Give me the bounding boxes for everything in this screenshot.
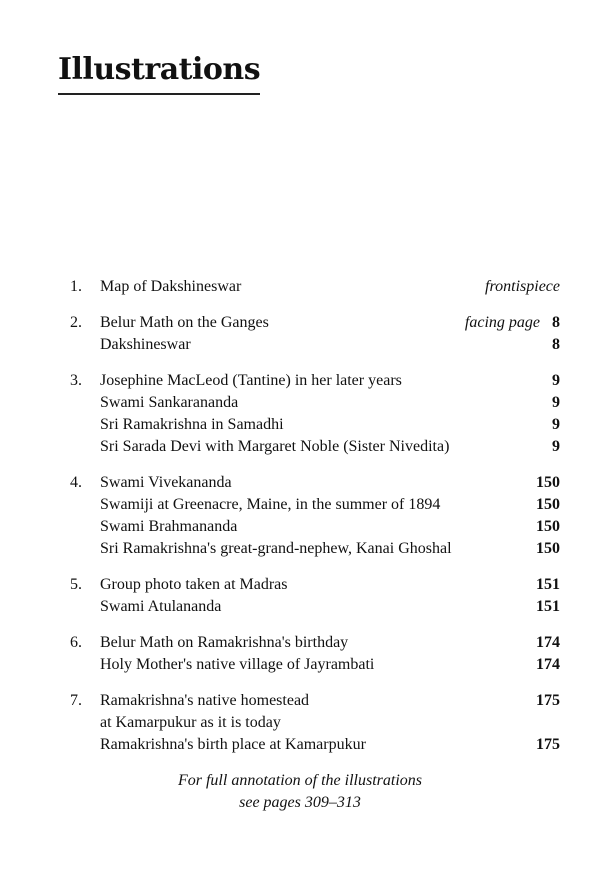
illustration-entry xyxy=(70,690,560,712)
entry-page-number: 150 xyxy=(536,496,560,513)
illustration-group xyxy=(70,632,560,676)
annotation-note-line-2: see pages 309–313 xyxy=(239,794,361,811)
entry-page-number: 151 xyxy=(536,576,560,593)
illustration-entry xyxy=(70,574,560,596)
entry-title: Sri Ramakrishna's great-grand-nephew, Kanai Ghoshal xyxy=(100,540,452,557)
entry-page-number: 174 xyxy=(536,634,560,651)
entry-title: Sri Sarada Devi with Margaret Noble (Sister Nivedita) xyxy=(100,438,450,455)
page-title: Illustrations xyxy=(58,52,260,95)
entry-page-number: 151 xyxy=(536,598,560,615)
illustration-group xyxy=(70,690,560,756)
illustration-entry xyxy=(70,538,560,560)
entry-page-number: 150 xyxy=(536,474,560,491)
illustration-entry xyxy=(70,436,560,458)
entry-page-number: 175 xyxy=(536,736,560,753)
entry-number: 1. xyxy=(70,278,82,295)
illustration-group xyxy=(70,472,560,560)
annotation-note-line-1: For full annotation of the illustrations xyxy=(177,772,422,789)
illustration-group xyxy=(70,370,560,458)
illustration-entry xyxy=(70,276,560,298)
entry-title: at Kamarpukur as it is today xyxy=(100,714,281,731)
illustration-entry xyxy=(70,516,560,538)
illustrations-list xyxy=(70,276,560,770)
entry-title: Ramakrishna's native homestead xyxy=(100,692,310,709)
entry-title: Dakshineswar xyxy=(100,336,191,353)
entry-title: Holy Mother's native village of Jayrambati xyxy=(100,656,375,673)
entry-page-number: 174 xyxy=(536,656,560,673)
entry-title: Group photo taken at Madras xyxy=(100,576,288,593)
entry-page-number: 9 xyxy=(552,416,560,433)
entry-title: Swami Sankarananda xyxy=(100,394,239,411)
illustration-entry xyxy=(70,712,560,734)
illustration-entry xyxy=(70,334,560,356)
entry-number: 4. xyxy=(70,474,82,491)
entry-title: Swami Brahmananda xyxy=(100,518,238,535)
illustration-entry xyxy=(70,312,560,334)
illustration-entry xyxy=(70,472,560,494)
entry-page-number: 8 xyxy=(552,336,560,353)
entry-page-number: 9 xyxy=(552,394,560,411)
entry-page-number: 150 xyxy=(536,540,560,557)
entry-page-number: 8 xyxy=(552,314,560,331)
entry-title: Swami Vivekananda xyxy=(100,474,232,491)
entry-title: Belur Math on Ramakrishna's birthday xyxy=(100,634,349,651)
entry-title: Swamiji at Greenacre, Maine, in the summer of 1894 xyxy=(100,496,441,513)
entry-page-number: 150 xyxy=(536,518,560,535)
illustration-group xyxy=(70,276,560,298)
illustration-entry xyxy=(70,734,560,756)
entry-number: 7. xyxy=(70,692,82,709)
entry-title: Sri Ramakrishna in Samadhi xyxy=(100,416,284,433)
entry-number: 3. xyxy=(70,372,82,389)
entry-title: Belur Math on the Ganges xyxy=(100,314,269,331)
entry-title: Josephine MacLeod (Tantine) in her later years xyxy=(100,372,402,389)
entry-page-number: 9 xyxy=(552,438,560,455)
entry-title: Map of Dakshineswar xyxy=(100,278,242,295)
illustration-group xyxy=(70,574,560,618)
entry-number: 2. xyxy=(70,314,82,331)
entry-number: 6. xyxy=(70,634,82,651)
entry-page-number: frontispiece xyxy=(485,278,560,295)
illustration-entry xyxy=(70,632,560,654)
illustration-group xyxy=(70,312,560,356)
annotation-note xyxy=(0,770,600,814)
illustration-entry xyxy=(70,392,560,414)
entry-title: Ramakrishna's birth place at Kamarpukur xyxy=(100,736,366,753)
illustration-entry xyxy=(70,370,560,392)
illustration-entry xyxy=(70,494,560,516)
entry-title: Swami Atulananda xyxy=(100,598,222,615)
illustration-entry xyxy=(70,596,560,618)
entry-page-number: 9 xyxy=(552,372,560,389)
facing-page-label: facing page xyxy=(464,314,540,331)
entry-number: 5. xyxy=(70,576,82,593)
illustration-entry xyxy=(70,654,560,676)
illustration-entry xyxy=(70,414,560,436)
entry-page-number: 175 xyxy=(536,692,560,709)
